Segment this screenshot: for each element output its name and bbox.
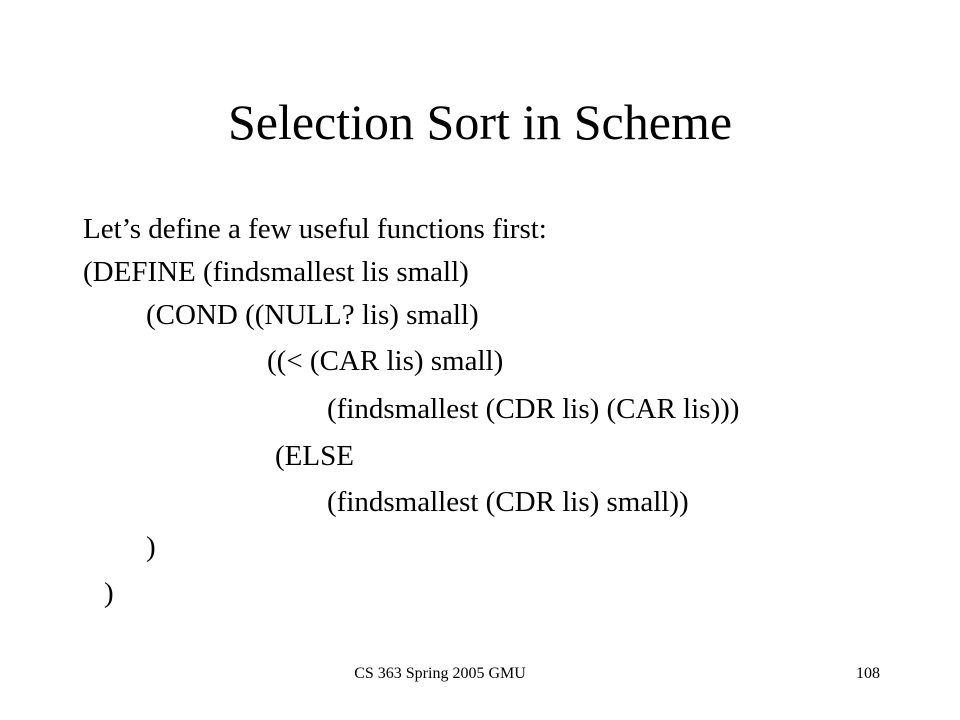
code-line-recurse-small: (findsmallest (CDR lis) small)) — [327, 486, 689, 518]
code-line-define: (DEFINE (findsmallest lis small) — [83, 256, 469, 288]
footer-text: CS 363 Spring 2005 GMU — [354, 665, 526, 682]
code-line-recurse-car: (findsmallest (CDR lis) (CAR lis))) — [327, 393, 740, 425]
code-line-close-define: ) — [104, 577, 114, 609]
page-number: 108 — [856, 665, 880, 682]
code-line-compare: ((< (CAR lis) small) — [267, 345, 504, 377]
code-line-close-cond: ) — [146, 531, 156, 563]
slide-title: Selection Sort in Scheme — [227, 94, 733, 150]
code-line-cond: (COND ((NULL? lis) small) — [146, 299, 479, 331]
code-line-else: (ELSE — [275, 440, 354, 472]
body-line-intro: Let’s define a few useful functions first: — [83, 213, 547, 245]
